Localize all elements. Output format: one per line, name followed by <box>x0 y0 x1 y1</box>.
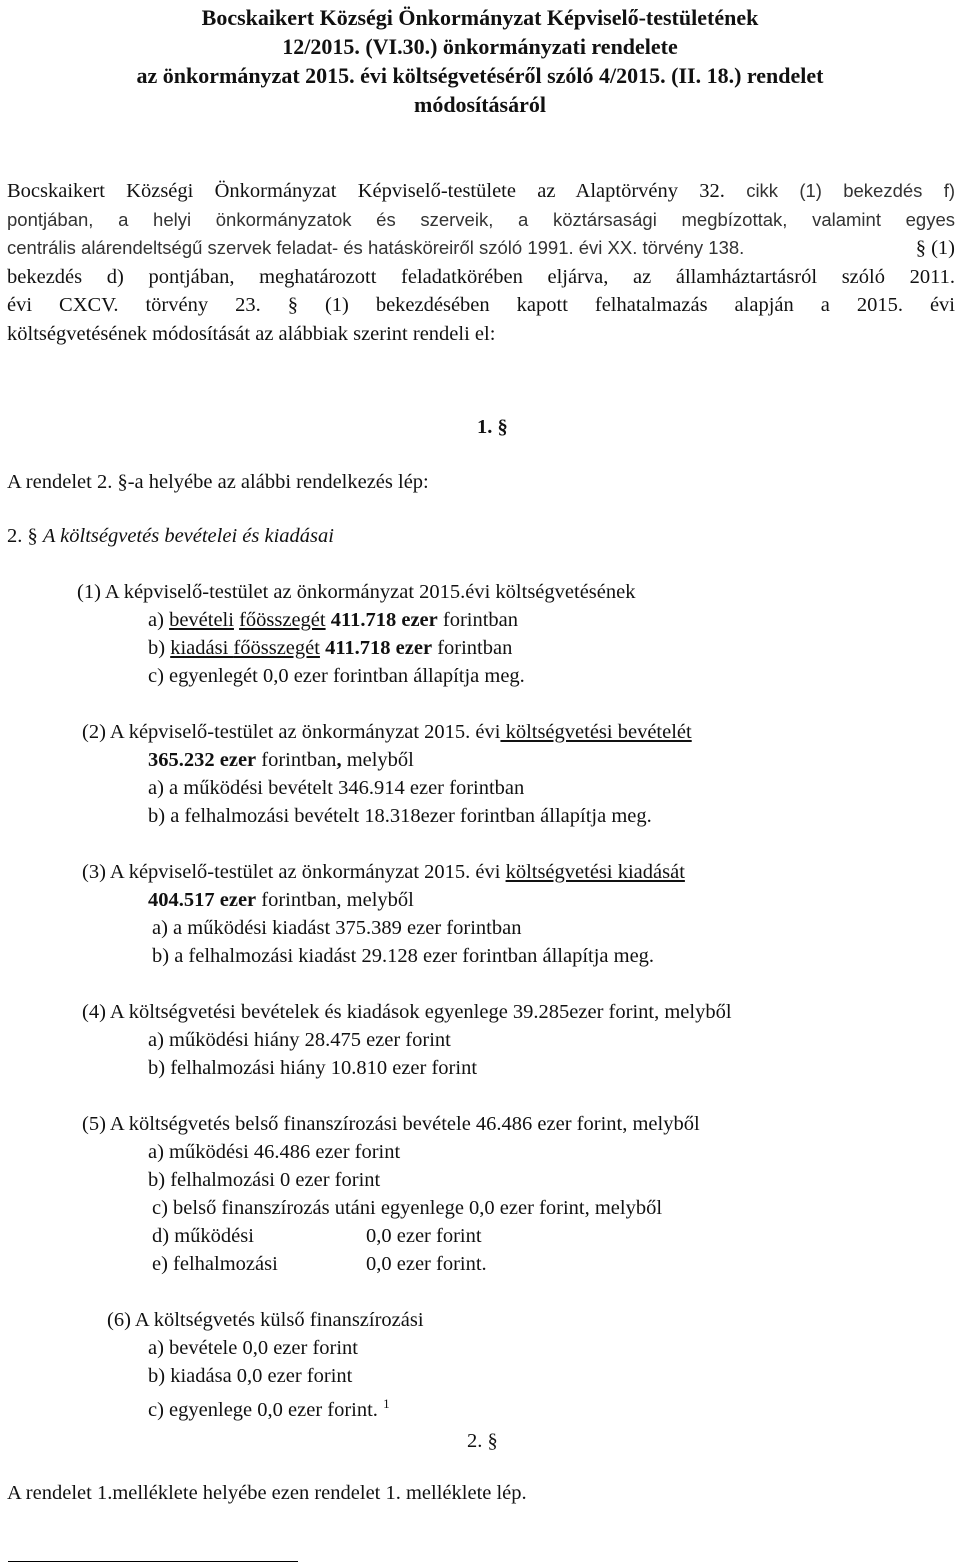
p5-item-d-label: d) működési <box>152 1225 254 1247</box>
p3-total-amount: 404.517 ezer <box>148 889 257 911</box>
footnote-separator <box>8 1561 298 1562</box>
section-heading <box>7 522 334 550</box>
p2-total-amount: 365.232 ezer <box>148 749 257 771</box>
preamble-line-3 <box>7 234 955 263</box>
p6-item-b: b) kiadása 0,0 ezer forint <box>148 1365 353 1387</box>
p5-item-c: c) belső finanszírozás utáni egyenlege 0,0 ezer forint, melyből <box>152 1197 663 1219</box>
p1-intro: (1) A képviselő-testület az önkormányzat 2015.évi költségvetésének <box>77 581 636 603</box>
p1-b-amount: 411.718 ezer <box>325 637 433 659</box>
p1-a-suffix: forintban <box>437 609 519 631</box>
p5-intro: (5) A költségvetés belső finanszírozási bevétele 46.486 ezer forint, melyből <box>82 1113 700 1135</box>
p4-intro: (4) A költségvetési bevételek és kiadások egyenlege 39.285ezer forint, melyből <box>82 1001 732 1023</box>
section-heading-text: A költségvetés bevételei és kiadásai <box>42 525 334 547</box>
p1-item-b <box>148 634 512 662</box>
p2-intro-underlined: költségvetési bevételét <box>500 721 692 743</box>
p2-total-comma: , <box>336 749 342 771</box>
preamble-line-3a: centrális alárendeltségű szervek feladat- és hatásköreiről szóló 1991. évi XX. törvény 138. <box>7 237 745 258</box>
p5-item-b: b) felhalmozási 0 ezer forint <box>148 1169 381 1191</box>
section-heading-number: 2. § <box>7 525 38 547</box>
preamble-line-5: évi CXCV. törvény 23. § (1) bekezdésében kapott felhatalmazás alapján a 2015. évi <box>7 294 955 316</box>
p2-total-tail: melyből <box>341 749 414 771</box>
preamble-line-2: pontjában, a helyi önkormányzatok és szerveik, a köztársasági megbízottak, valamint egyes <box>7 208 955 230</box>
section-1-intro: A rendelet 2. §-a helyébe az alábbi rendelkezés lép: <box>7 471 429 493</box>
section-2-text: A rendelet 1.melléklete helyébe ezen rendelet 1. melléklete lép. <box>7 1482 527 1504</box>
p2-intro <box>82 718 692 746</box>
p5-item-e-label: e) felhalmozási <box>152 1253 278 1275</box>
preamble-line-4: bekezdés d) pontjában, meghatározott feladatkörében eljárva, az államháztartásról szóló 2011. <box>7 265 955 288</box>
preamble-line-6: költségvetésének módosítását az alábbiak szerint rendeli el: <box>7 322 496 345</box>
p3-intro-underlined: költségvetési kiadását <box>505 861 685 883</box>
p3-intro-text: (3) A képviselő-testület az önkormányzat 2015. évi <box>82 861 506 883</box>
p3-total-tail: forintban, melyből <box>256 889 414 911</box>
p5-item-a: a) működési 46.486 ezer forint <box>148 1141 401 1163</box>
footnote-reference[interactable]: 1 <box>383 1396 390 1411</box>
preamble-line-1 <box>7 177 955 206</box>
p1-a-prefix: a) <box>148 609 170 631</box>
p5-item-e-value: 0,0 ezer forint. <box>366 1253 487 1275</box>
title-line-2: 12/2015. (VI.30.) önkormányzati rendelete <box>282 34 678 59</box>
p1-item-a <box>148 606 518 634</box>
preamble <box>7 177 955 348</box>
p2-item-a: a) a működési bevételt 346.914 ezer forintban <box>148 777 525 799</box>
p1-b-underlined-1: kiadási <box>170 637 234 659</box>
p6-c-text: c) egyenlege 0,0 ezer forint. <box>148 1398 378 1421</box>
p1-item-c: c) egyenlegét 0,0 ezer forintban állapítja meg. <box>148 665 525 687</box>
p1-b-prefix: b) <box>148 637 171 659</box>
p1-a-underlined-2: főösszegét <box>239 609 326 631</box>
p2-total-suffix: forintban <box>256 749 337 771</box>
section-2-number: 2. § <box>467 1430 498 1452</box>
section-1-number: 1. § <box>477 416 508 438</box>
p4-item-b: b) felhalmozási hiány 10.810 ezer forint <box>148 1057 478 1079</box>
p1-a-amount: 411.718 ezer <box>330 609 438 631</box>
p6-item-a: a) bevétele 0,0 ezer forint <box>148 1337 359 1359</box>
title-line-1: Bocskaikert Községi Önkormányzat Képviselő-testületének <box>201 5 759 30</box>
p3-total <box>148 886 414 914</box>
document-title <box>0 3 960 119</box>
p1-b-suffix: forintban <box>432 637 513 659</box>
p2-item-b: b) a felhalmozási bevételt 18.318ezer forintban állapítja meg. <box>148 805 652 827</box>
preamble-line-1a: Bocskaikert Községi Önkormányzat Képviselő-testülete az Alaptörvény 32. <box>7 180 725 202</box>
p5-item-d-value: 0,0 ezer forint <box>366 1225 482 1247</box>
p6-intro: (6) A költségvetés külső finanszírozási <box>107 1309 424 1331</box>
p1-a-underlined-1: bevételi <box>169 609 234 631</box>
preamble-line-1b: cikk (1) bekezdés f) <box>746 180 955 201</box>
p3-intro <box>82 858 685 886</box>
preamble-line-3b: § (1) <box>915 237 955 259</box>
p2-intro-text: (2) A képviselő-testület az önkormányzat 2015. évi <box>82 721 501 743</box>
p3-item-b: b) a felhalmozási kiadást 29.128 ezer forintban állapítja meg. <box>152 945 655 967</box>
p4-item-a: a) működési hiány 28.475 ezer forint <box>148 1029 451 1051</box>
p6-item-c <box>148 1390 390 1424</box>
p2-total <box>148 746 414 774</box>
p3-item-a: a) a működési kiadást 375.389 ezer forintban <box>152 917 522 939</box>
p1-b-underlined-2: főösszegét <box>233 637 320 659</box>
title-line-3: az önkormányzat 2015. évi költségvetéséről szóló 4/2015. (II. 18.) rendelet <box>136 63 824 88</box>
title-line-4: módosításáról <box>414 92 546 117</box>
